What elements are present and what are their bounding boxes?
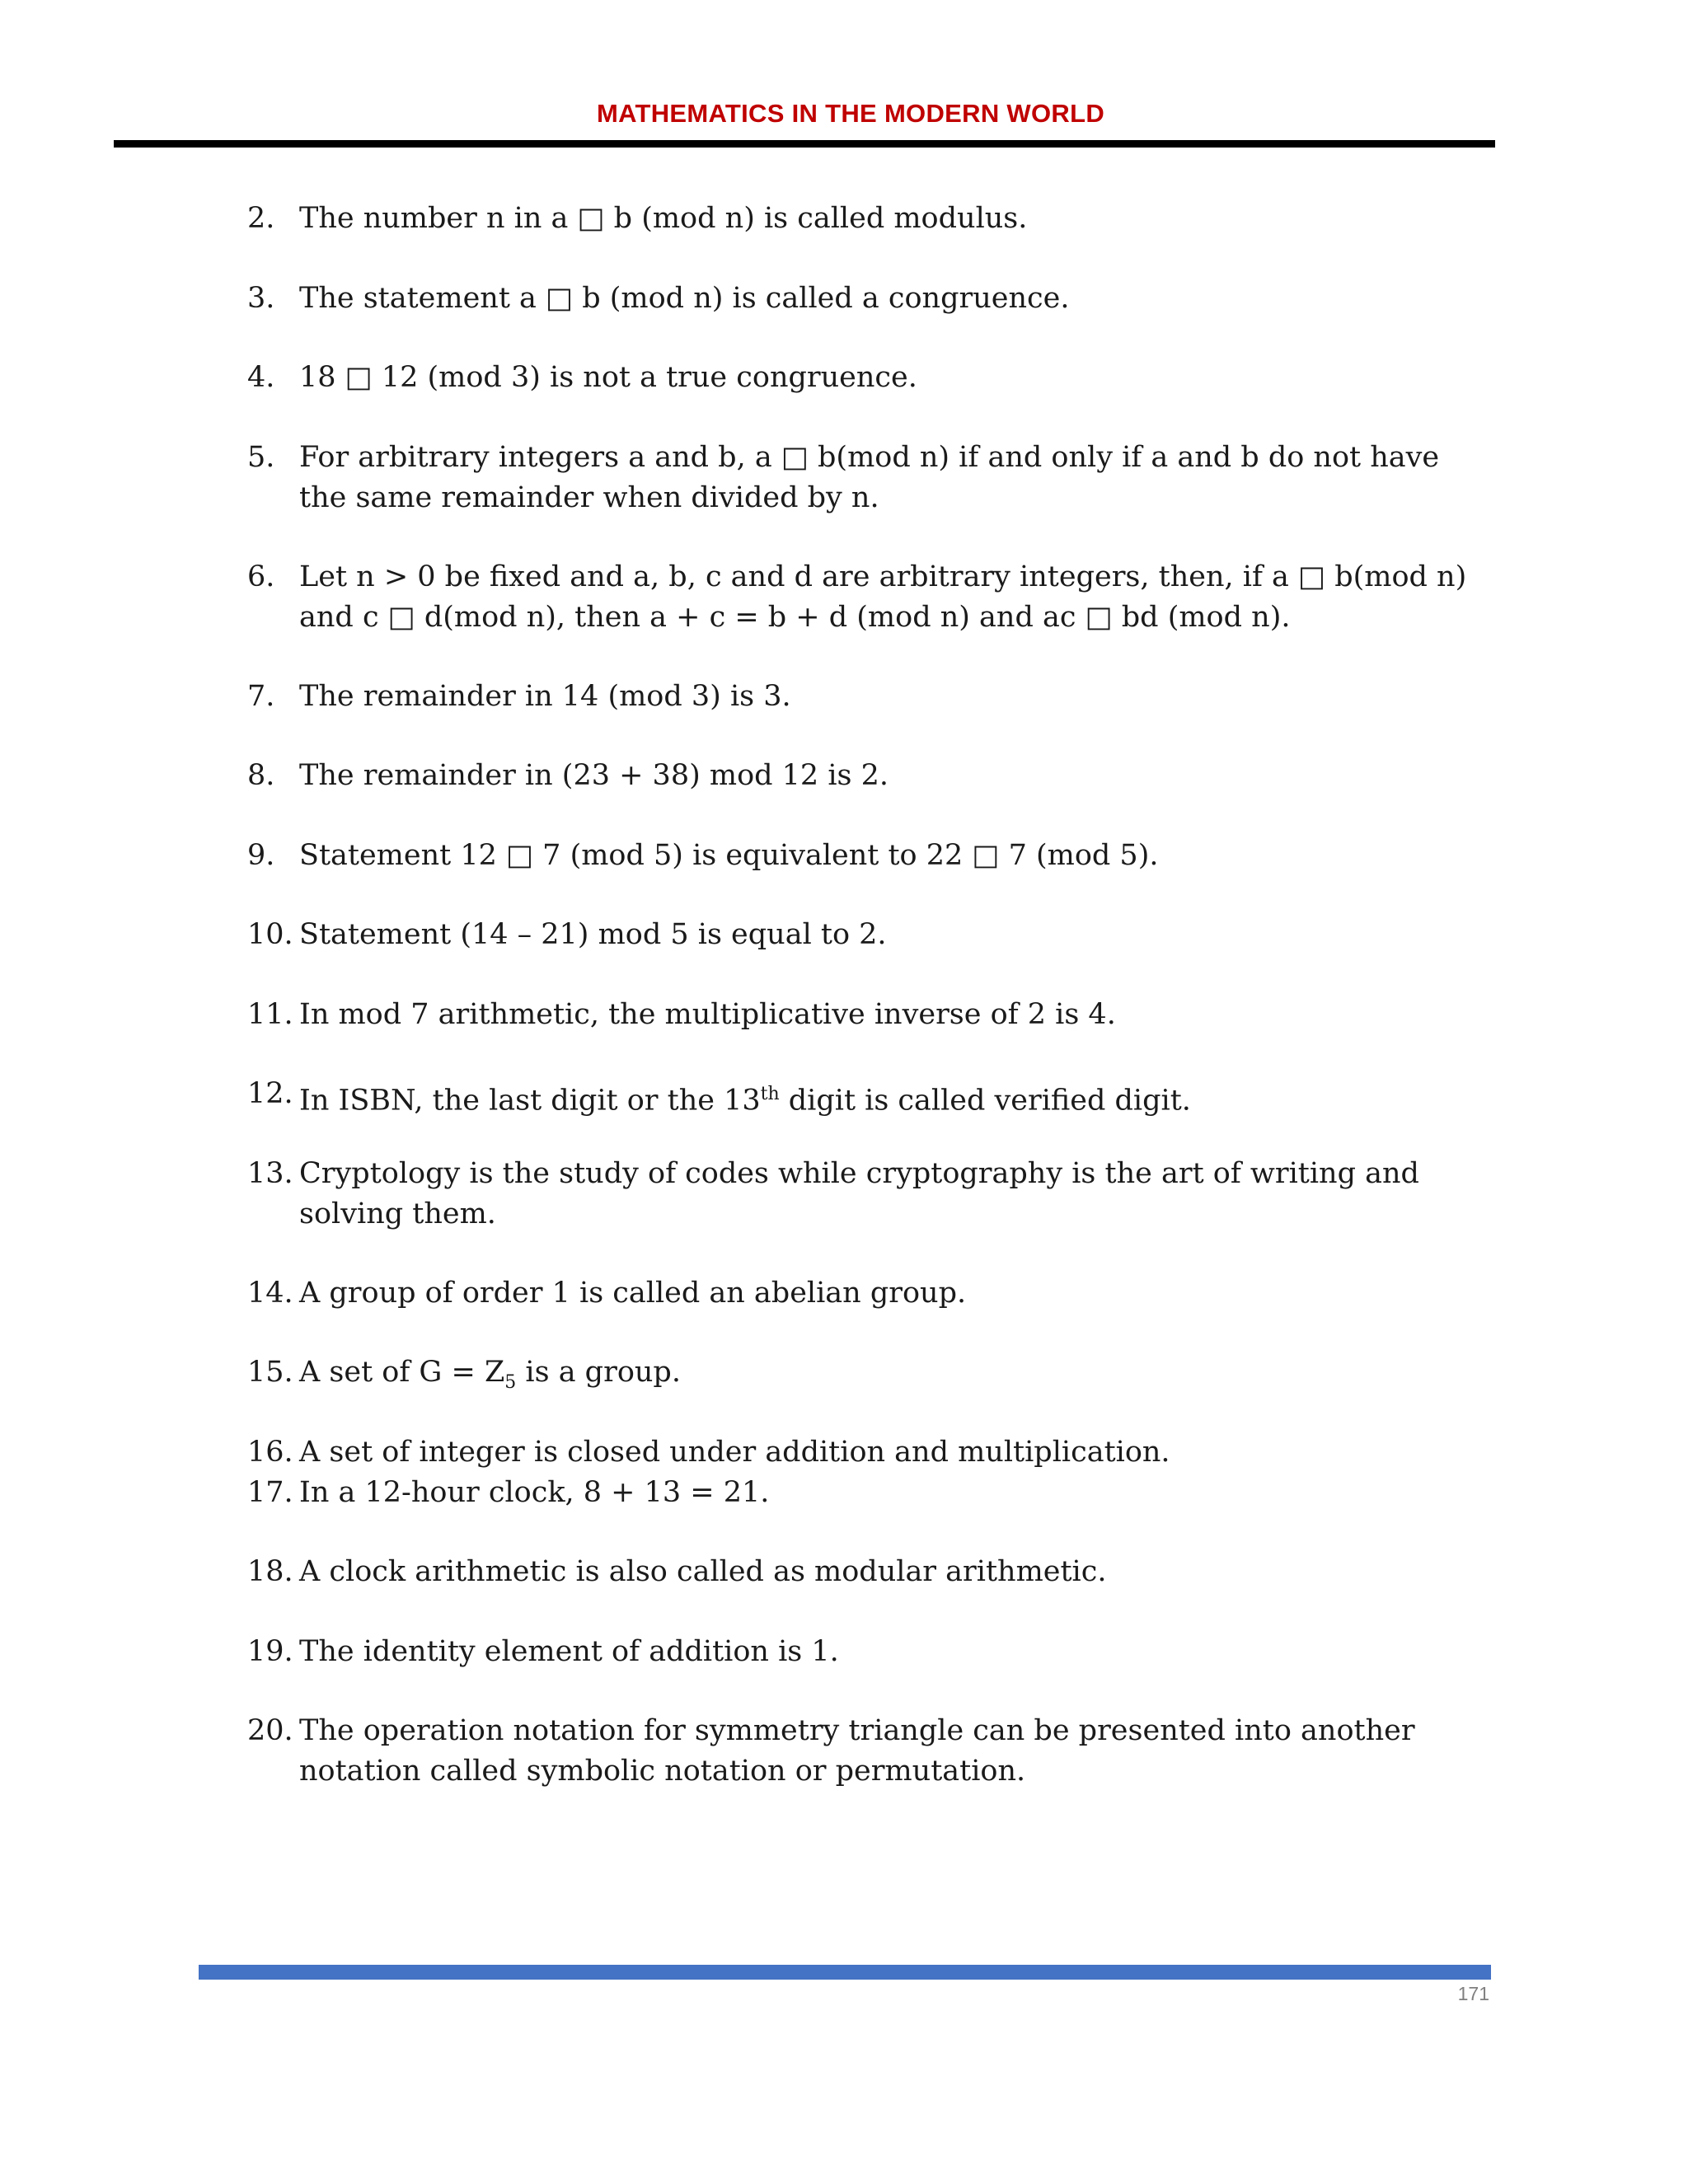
- header-rule: [114, 140, 1495, 148]
- item-number: 11.: [247, 998, 293, 1031]
- item-number: 19.: [247, 1635, 293, 1668]
- list-item: [247, 836, 1492, 876]
- item-number: 18.: [247, 1555, 293, 1588]
- list-item: [247, 438, 1492, 518]
- item-text: The statement a □ b (mod n) is called a congruence.: [299, 282, 1070, 315]
- item-number: 14.: [247, 1277, 293, 1310]
- item-text: [299, 1074, 1492, 1122]
- page-header-title: MATHEMATICS IN THE MODERN WORLD: [596, 99, 1105, 128]
- item-text: The operation notation for symmetry triangle can be presented into another notation called symbolic notation or permutation.: [299, 1714, 1415, 1788]
- item-text: For arbitrary integers a and b, a □ b(mod n) if and only if a and b do not have the same remainder when divided by n.: [299, 441, 1440, 514]
- list-item: [247, 677, 1492, 717]
- item-text: Statement (14 – 21) mod 5 is equal to 2.: [299, 918, 887, 951]
- item-text-part: is a group.: [516, 1356, 681, 1389]
- item-number: 3.: [247, 282, 275, 315]
- list-item: [247, 1432, 1492, 1473]
- page-number: 171: [1457, 1983, 1489, 2004]
- item-number: 15.: [247, 1356, 293, 1389]
- footer-rule: [199, 1965, 1491, 1980]
- item-number: 20.: [247, 1714, 293, 1747]
- list-item: [247, 199, 1492, 239]
- list-item: [247, 1552, 1492, 1592]
- item-text: A clock arithmetic is also called as modular arithmetic.: [299, 1555, 1107, 1588]
- list-item: [247, 358, 1492, 398]
- item-text: Let n > 0 be fixed and a, b, c and d are arbitrary integers, then, if a □ b(mod n) and c □ d(mod n), then a + c = b + d (mod n) and ac □ bd (mod n).: [299, 560, 1467, 634]
- item-number: 16.: [247, 1436, 293, 1469]
- item-text: [299, 1352, 1492, 1403]
- item-number: 10.: [247, 918, 293, 951]
- item-text: 18 □ 12 (mod 3) is not a true congruence.: [299, 361, 917, 394]
- item-number: 9.: [247, 839, 275, 872]
- item-text: Statement 12 □ 7 (mod 5) is equivalent to 22 □ 7 (mod 5).: [299, 839, 1159, 872]
- item-text: The number n in a □ b (mod n) is called modulus.: [299, 202, 1028, 235]
- item-text: A group of order 1 is called an abelian group.: [299, 1277, 967, 1310]
- item-number: 12.: [247, 1077, 293, 1110]
- item-text: The identity element of addition is 1.: [299, 1635, 839, 1668]
- item-number: 2.: [247, 202, 275, 235]
- list-item: [247, 1632, 1492, 1672]
- list-item: [247, 995, 1492, 1035]
- item-text: The remainder in 14 (mod 3) is 3.: [299, 680, 791, 713]
- item-text: Cryptology is the study of codes while cryptography is the art of writing and solving them.: [299, 1157, 1419, 1230]
- item-text-part: In ISBN, the last digit or the 13: [299, 1084, 761, 1118]
- list-item: [247, 756, 1492, 796]
- list-item: [247, 1473, 1492, 1513]
- item-text: A set of integer is closed under addition and multiplication.: [299, 1436, 1170, 1469]
- item-number: 7.: [247, 680, 275, 713]
- item-text: In mod 7 arithmetic, the multiplicative inverse of 2 is 4.: [299, 998, 1116, 1031]
- list-item: [247, 1273, 1492, 1314]
- item-number: 8.: [247, 759, 275, 792]
- item-number: 5.: [247, 441, 275, 474]
- item-text: The remainder in (23 + 38) mod 12 is 2.: [299, 759, 889, 792]
- superscript-text: th: [760, 1084, 780, 1104]
- list-item: [247, 1074, 1492, 1122]
- item-text: In a 12-hour clock, 8 + 13 = 21.: [299, 1476, 770, 1509]
- list-item: [247, 1352, 1492, 1403]
- list-item: [247, 1154, 1492, 1235]
- item-number: 17.: [247, 1476, 293, 1509]
- item-text-part: A set of G = Z: [299, 1356, 505, 1389]
- item-text-part: digit is called verified digit.: [779, 1084, 1191, 1118]
- item-number: 6.: [247, 560, 275, 593]
- item-number: 13.: [247, 1157, 293, 1190]
- item-number: 4.: [247, 361, 275, 394]
- list-item: [247, 1711, 1492, 1792]
- list-item: [247, 557, 1492, 638]
- subscript-text: 5: [504, 1372, 517, 1393]
- list-item: [247, 279, 1492, 319]
- list-item: [247, 915, 1492, 955]
